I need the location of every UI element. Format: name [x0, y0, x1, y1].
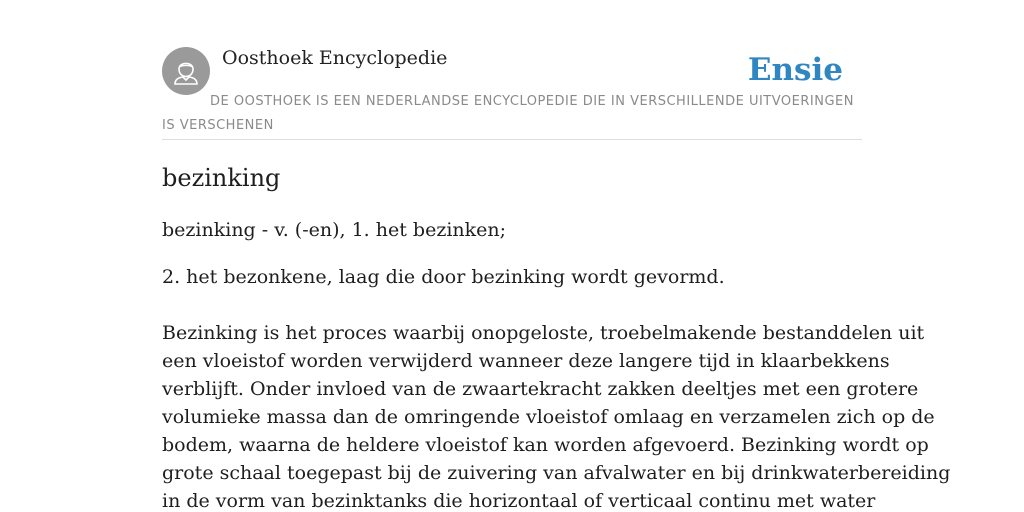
article-body-line: in de vorm van bezinktanks die horizontaal of verticaal continu met water	[162, 490, 876, 512]
article-title: bezinking	[162, 164, 281, 192]
publication-name[interactable]: Oosthoek Encyclopedie	[222, 47, 448, 69]
definition-line-2: 2. het bezonkene, laag die door bezinking wordt gevormd.	[162, 266, 725, 288]
article-body	[162, 319, 951, 512]
user-avatar-icon[interactable]	[162, 47, 210, 95]
article-body-line: grote schaal toegepast bij de zuivering van afvalwater en bij drinkwaterbereiding	[162, 462, 951, 484]
article-body-line: een vloeistof worden verwijderd wanneer deze langere tijd in klaarbekkens	[162, 350, 890, 372]
article-body-line: volumieke massa dan de omringende vloeistof omlaag en verzamelen zich op de	[162, 406, 935, 428]
article-body-line: bodem, waarna de heldere vloeistof kan worden afgevoerd. Bezinking wordt op	[162, 434, 929, 456]
article-body-line: Bezinking is het proces waarbij onopgeloste, troebelmakende bestanddelen uit	[162, 322, 925, 344]
article-body-line: verblijft. Onder invloed van de zwaartekracht zakken deeltjes met een grotere	[162, 378, 919, 400]
header-divider	[162, 139, 862, 140]
publication-tagline: DE OOSTHOEK IS EEN NEDERLANDSE ENCYCLOPEDIE DIE IN VERSCHILLENDE UITVOERINGEN IS VERSCHENEN	[162, 94, 854, 133]
ensie-logo[interactable]: Ensie	[747, 52, 843, 88]
definition-line-1: bezinking - v. (-en), 1. het bezinken;	[162, 219, 507, 241]
